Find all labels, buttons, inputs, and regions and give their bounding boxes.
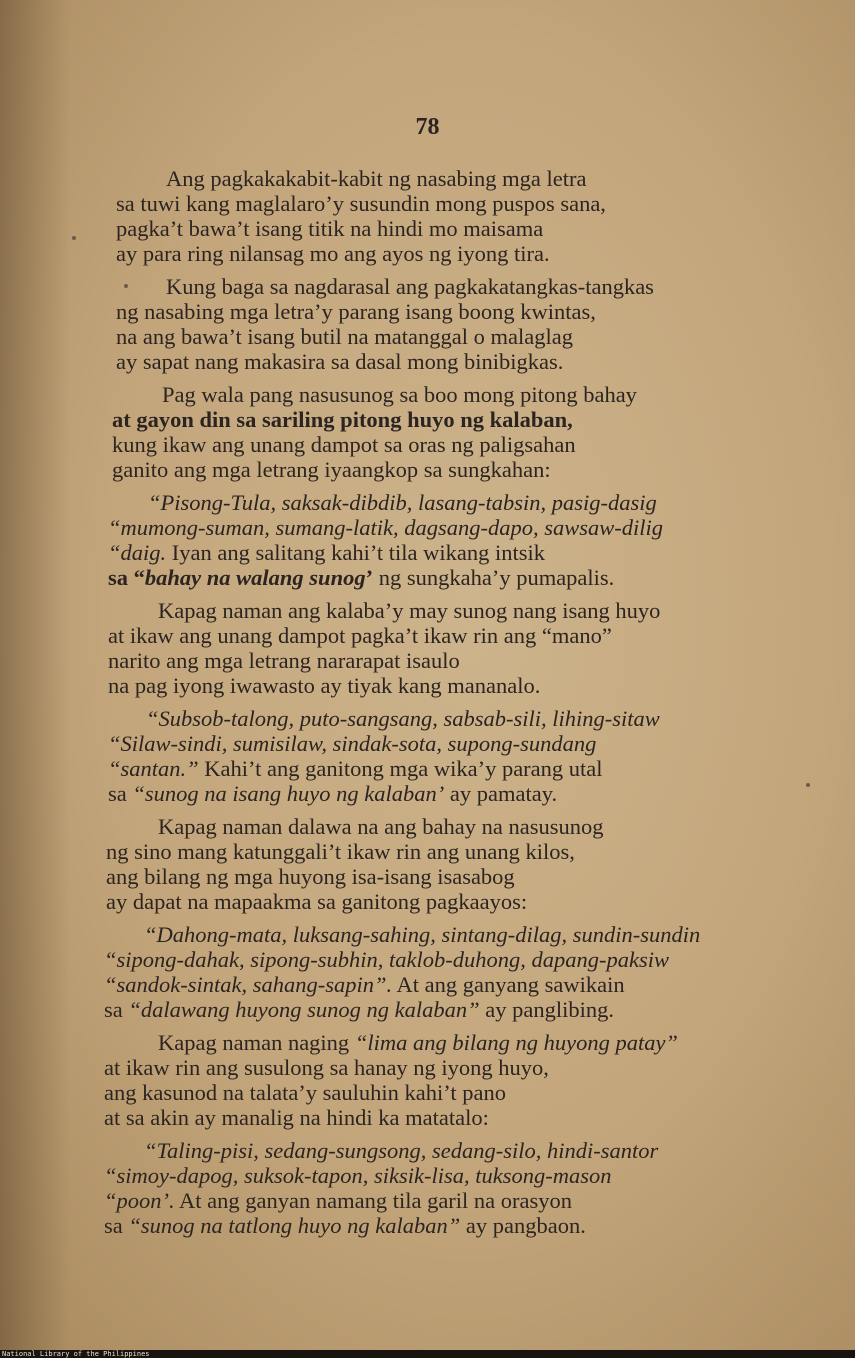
verse-line — [104, 648, 824, 673]
verse-line — [104, 839, 824, 864]
verse-segment: at gayon din sa sariling pitong huyo ng kalaban, — [112, 407, 573, 432]
stanza — [104, 274, 824, 374]
verse-segment: ay dapat na mapaakma sa ganitong pagkaayos: — [106, 889, 528, 914]
verse-line — [104, 1030, 824, 1055]
verse-line — [104, 407, 824, 432]
verse-segment: At ang ganyang sawikain — [392, 972, 625, 997]
verse-segment: Kahi’t ang ganitong mga wika’y parang utal — [198, 756, 603, 781]
verse-line — [104, 274, 824, 299]
verse-line — [104, 241, 824, 266]
verse-segment: “sunog na tatlong huyo ng kalaban” — [128, 1213, 461, 1238]
verse-segment: Pag wala pang nasusunog sa boo mong pitong bahay — [162, 382, 637, 407]
verse-segment: sa — [104, 1213, 129, 1238]
verse-segment: at ikaw ang unang dampot pagka’t ikaw rin ang “mano” — [108, 623, 612, 648]
poem-body — [104, 166, 824, 1238]
footer-bar — [0, 1350, 855, 1358]
verse-segment: Iyan ang salitang kahi’t tila wikang intsik — [166, 540, 546, 565]
verse-segment: ang kasunod na talata’y sauluhin kahi’t pano — [104, 1080, 506, 1105]
stanza — [104, 598, 824, 698]
verse-line — [104, 299, 824, 324]
verse-segment: sa — [104, 997, 129, 1022]
verse-segment: ganito ang mga letrang iyaangkop sa sungkahan: — [112, 457, 551, 482]
verse-line — [104, 1213, 824, 1238]
verse-segment: ng nasabing mga letra’y parang isang boong kwintas, — [116, 299, 596, 324]
verse-segment: pagka’t bawa’t isang titik na hindi mo maisama — [116, 216, 544, 241]
verse-line — [104, 814, 824, 839]
verse-line — [104, 756, 824, 781]
verse-segment: kung ikaw ang unang dampot sa oras ng paligsahan — [112, 432, 576, 457]
verse-line — [104, 349, 824, 374]
verse-segment: ay sapat nang makasira sa dasal mong binibigkas. — [116, 349, 564, 374]
verse-segment: at ikaw rin ang susulong sa hanay ng iyong huyo, — [104, 1055, 549, 1080]
verse-segment: “Subsob-talong, puto-sangsang, sabsab-sili, lihing-sitaw — [146, 706, 660, 731]
verse-segment: “Taling-pisi, sedang-sungsong, sedang-silo, hindi-santor — [144, 1138, 659, 1163]
verse-line — [104, 490, 824, 515]
verse-line — [104, 216, 824, 241]
paper-speck — [72, 236, 76, 240]
stanza — [104, 382, 824, 482]
verse-line — [104, 673, 824, 698]
verse-line — [104, 972, 824, 997]
verse-line — [104, 922, 824, 947]
stanza — [104, 814, 824, 914]
verse-segment: narito ang mga letrang nararapat isaulo — [108, 648, 460, 673]
verse-segment: Kapag naman ang kalaba’y may sunog nang isang huyo — [158, 598, 661, 623]
verse-segment: “Pisong-Tula, saksak-dibdib, lasang-tabsin, pasig-dasig — [148, 490, 657, 515]
verse-segment: na ang bawa’t isang butil na matanggal o malaglag — [116, 324, 573, 349]
page-number: 78 — [415, 114, 440, 140]
verse-line — [104, 731, 824, 756]
verse-line — [104, 1163, 824, 1188]
stanza — [104, 166, 824, 266]
verse-segment: at sa akin ay manalig na hindi ka matatalo: — [104, 1105, 489, 1130]
verse-segment: “dalawang huyong sunog ng kalaban” — [128, 997, 480, 1022]
page-edge-shadow — [0, 0, 70, 1350]
verse-line — [104, 781, 824, 806]
verse-segment: “daig. — [108, 540, 167, 565]
stanza — [104, 1138, 824, 1238]
verse-line — [104, 598, 824, 623]
verse-segment: “sipong-dahak, sipong-subhin, taklob-duhong, dapang-paksiw — [104, 947, 669, 972]
verse-segment: “poon’. — [104, 1188, 175, 1213]
verse-line — [104, 515, 824, 540]
verse-segment: sa “ — [108, 565, 145, 590]
verse-segment: ay pamatay. — [444, 781, 558, 806]
verse-segment: “sandok-sintak, sahang-sapin”. — [104, 972, 393, 997]
verse-line — [104, 457, 824, 482]
verse-line — [104, 191, 824, 216]
verse-line — [104, 706, 824, 731]
verse-line — [104, 1105, 824, 1130]
verse-line — [104, 623, 824, 648]
verse-segment: Kung baga sa nagdarasal ang pagkakatangkas-tangkas — [166, 274, 654, 299]
verse-line — [104, 947, 824, 972]
verse-segment: sa tuwi kang maglalaro’y susundin mong puspos sana, — [116, 191, 606, 216]
verse-segment: Kapag naman dalawa na ang bahay na nasusunog — [158, 814, 604, 839]
verse-segment: “mumong-suman, sumang-latik, dagsang-dapo, sawsaw-dilig — [108, 515, 664, 540]
verse-segment: “Dahong-mata, luksang-sahing, sintang-dilag, sundin-sundin — [144, 922, 701, 947]
verse-segment: sa — [108, 781, 133, 806]
verse-line — [104, 1188, 824, 1213]
verse-segment: “lima ang bilang ng huyong patay” — [354, 1030, 678, 1055]
stanza — [104, 490, 824, 590]
verse-segment: ay panglibing. — [479, 997, 615, 1022]
verse-segment: “simoy-dapog, suksok-tapon, siksik-lisa, tuksong-mason — [104, 1163, 612, 1188]
verse-segment: ng sungkaha’y pumapalis. — [373, 565, 615, 590]
verse-segment: “sunog na isang huyo ng kalaban’ — [132, 781, 445, 806]
verse-segment: ng sino mang katunggali’t ikaw rin ang unang kilos, — [106, 839, 575, 864]
verse-segment: Ang pagkakakabit-kabit ng nasabing mga letra — [166, 166, 587, 191]
verse-segment: ang bilang ng mga huyong isa-isang isasabog — [106, 864, 515, 889]
verse-segment: “santan.” — [108, 756, 199, 781]
stanza — [104, 1030, 824, 1130]
verse-segment: Kapag naman naging — [158, 1030, 355, 1055]
verse-line — [104, 432, 824, 457]
verse-segment: ’ — [365, 565, 374, 590]
stanza — [104, 706, 824, 806]
verse-segment: bahay na walang sunog — [144, 565, 366, 590]
verse-line — [104, 1138, 824, 1163]
verse-line — [104, 1055, 824, 1080]
verse-line — [104, 540, 824, 565]
verse-segment: ay pangbaon. — [460, 1213, 586, 1238]
verse-segment: ay para ring nilansag mo ang ayos ng iyong tira. — [116, 241, 550, 266]
verse-line — [104, 565, 824, 590]
stanza — [104, 922, 824, 1022]
verse-segment: “Silaw-sindi, sumisilaw, sindak-sota, supong-sundang — [108, 731, 597, 756]
footer-credit: National Library of the Philippines — [2, 1350, 150, 1358]
verse-line — [104, 997, 824, 1022]
verse-line — [104, 324, 824, 349]
verse-line — [104, 382, 824, 407]
verse-segment: At ang ganyan namang tila garil na orasyon — [174, 1188, 573, 1213]
verse-line — [104, 1080, 824, 1105]
verse-line — [104, 889, 824, 914]
verse-line — [104, 166, 824, 191]
verse-segment: na pag iyong iwawasto ay tiyak kang mananalo. — [108, 673, 541, 698]
verse-line — [104, 864, 824, 889]
